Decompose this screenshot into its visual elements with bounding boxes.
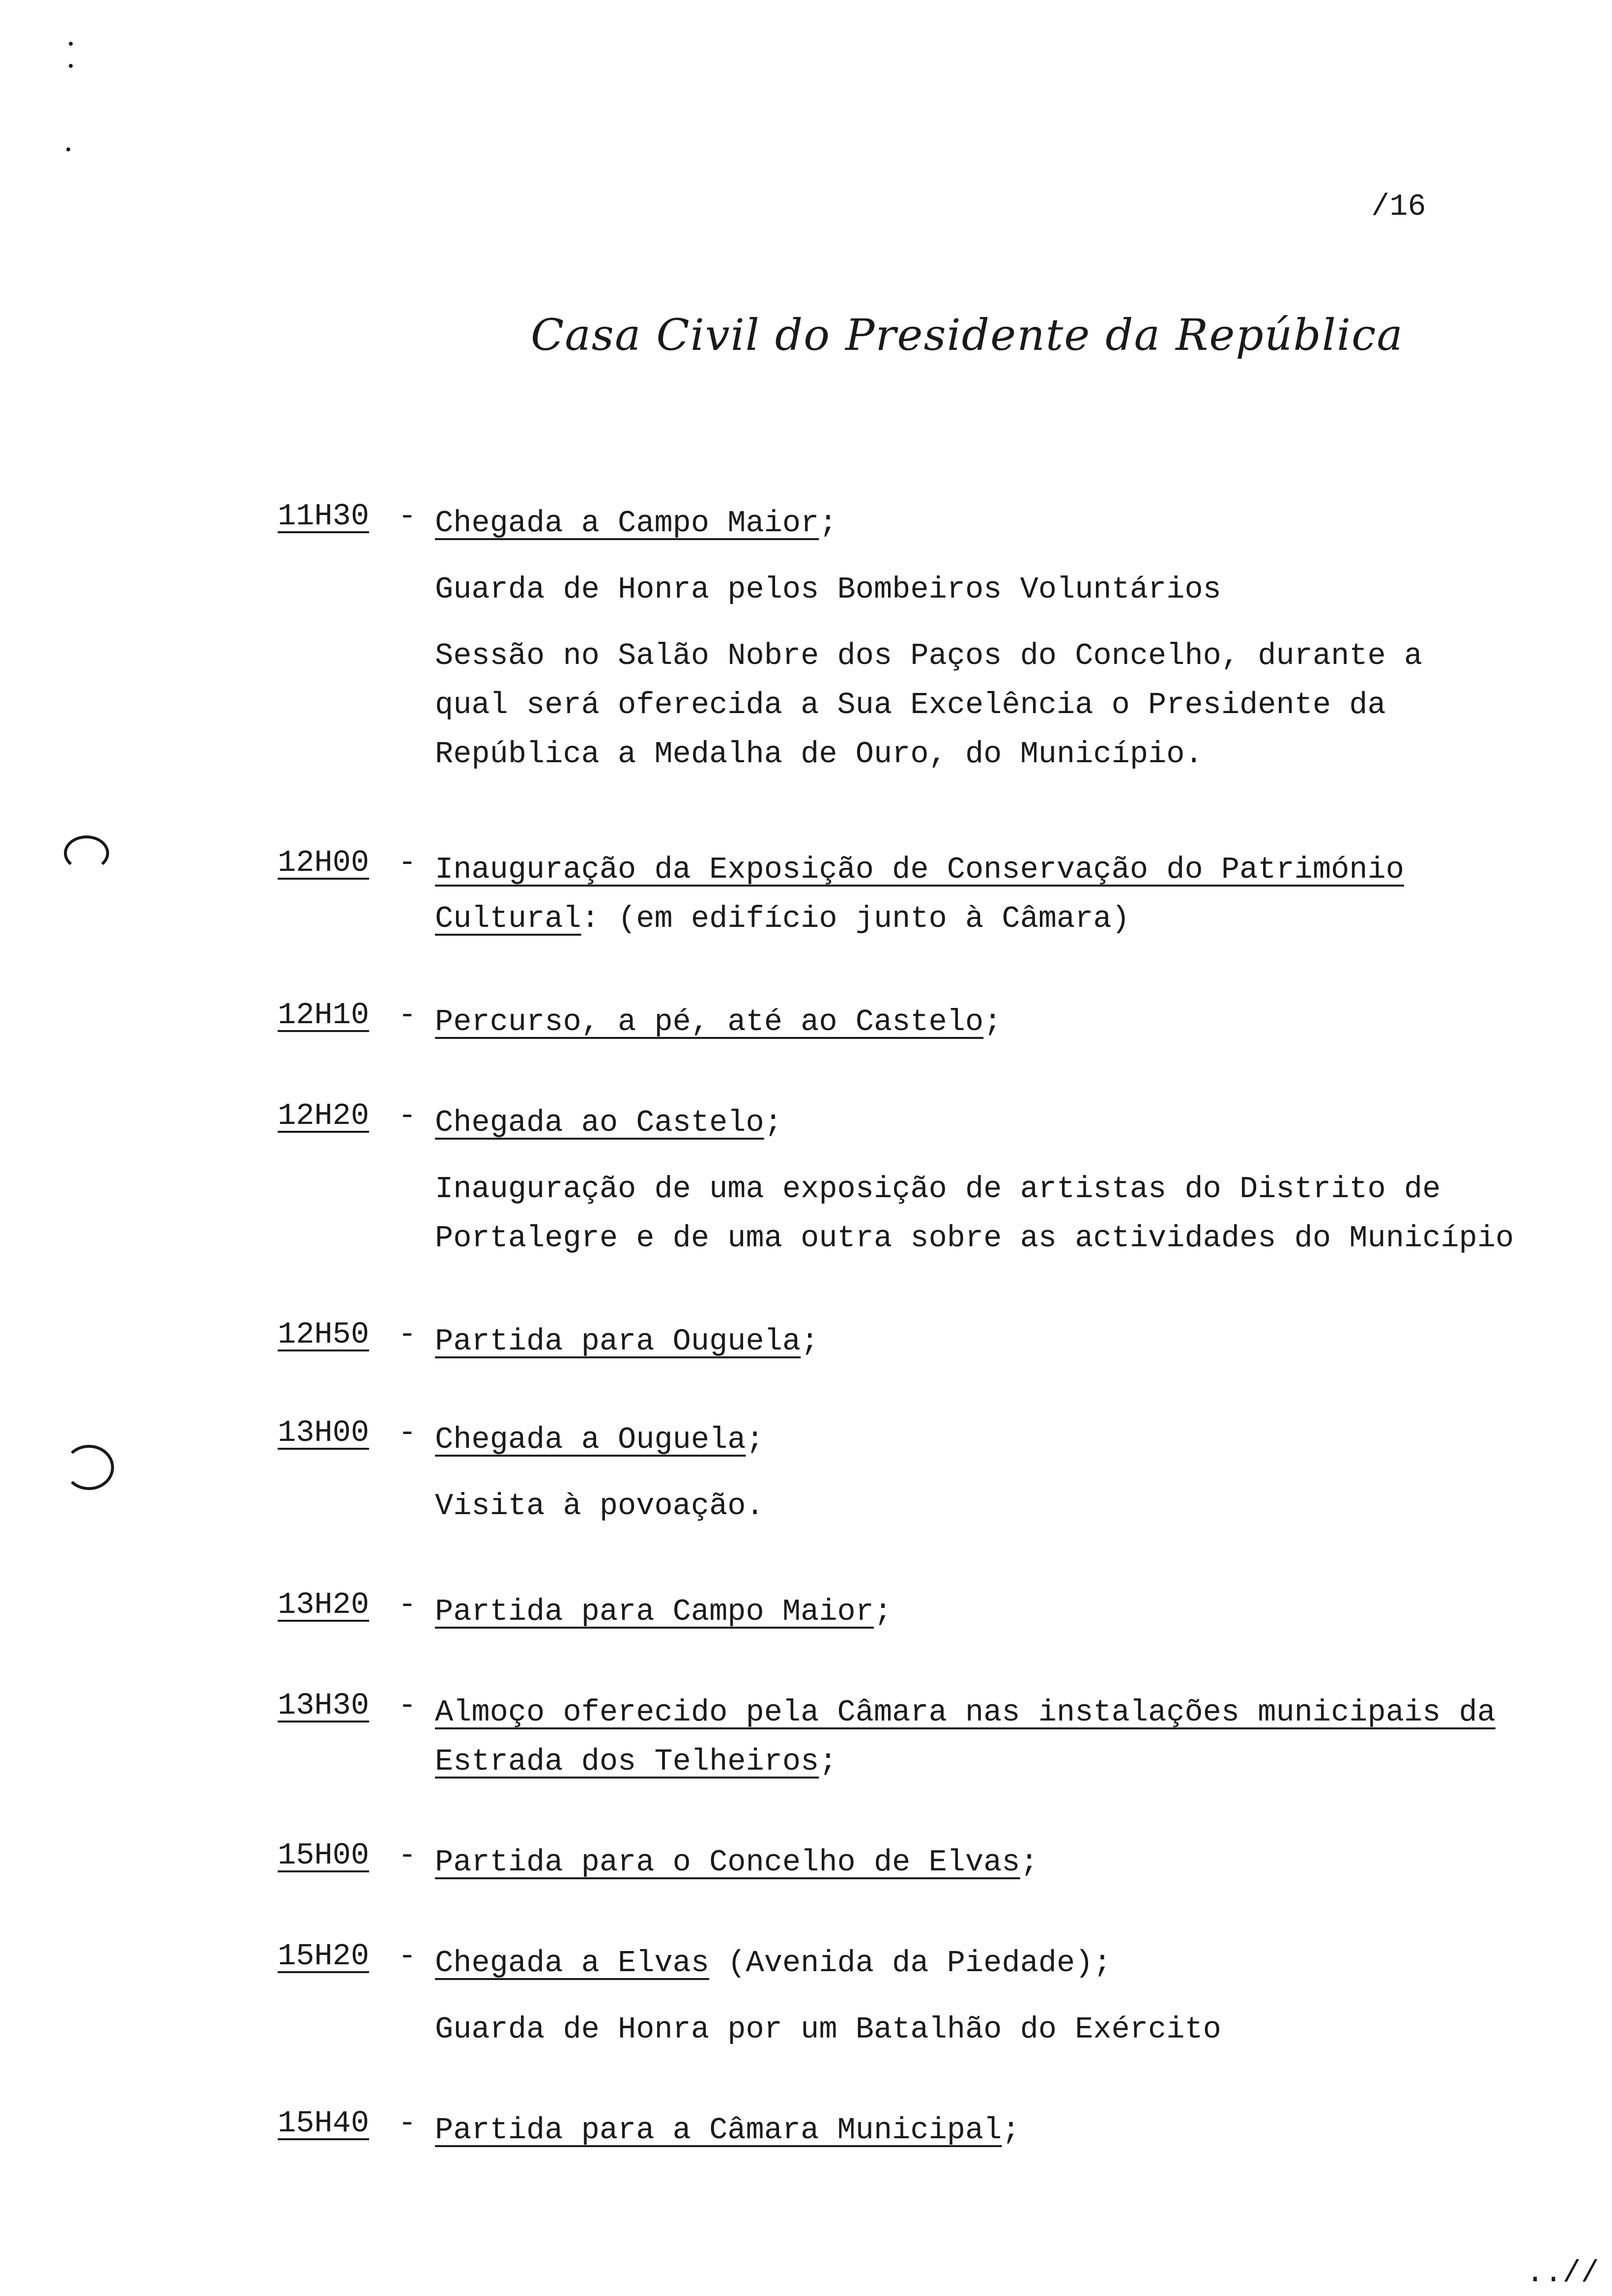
entry-title xyxy=(435,499,837,548)
entry-title-text: Almoço oferecido pela Câmara nas instalações municipais da xyxy=(435,1695,1496,1730)
entry-dash: - xyxy=(398,1688,417,1723)
entry-time: 15H00 xyxy=(278,1838,370,1873)
entry-time: 12H20 xyxy=(278,1098,370,1133)
entry-time: 13H20 xyxy=(278,1587,370,1622)
entry-title-suffix: ; xyxy=(764,1105,782,1140)
entry-description-line: Guarda de Honra por um Batalhão do Exército xyxy=(435,2012,1221,2047)
entry-title xyxy=(435,1415,764,1464)
entry-dash: - xyxy=(398,998,417,1033)
entry-description-line: Visita à povoação. xyxy=(435,1489,764,1523)
entry-title-text: Chegada ao Castelo xyxy=(435,1105,764,1140)
entry-title xyxy=(435,2106,1020,2155)
entry-title-text-continued: Estrada dos Telheiros xyxy=(435,1744,819,1779)
entry-dash: - xyxy=(398,2106,417,2141)
entry-title xyxy=(435,845,1404,944)
entry-title-suffix: ; xyxy=(801,1324,819,1359)
entry-dash: - xyxy=(398,1415,417,1450)
entry-time: 15H20 xyxy=(278,1939,370,1974)
entry-title-text: Chegada a Elvas xyxy=(435,1946,710,1980)
scan-dot xyxy=(66,147,70,151)
entry-title xyxy=(435,1838,1038,1887)
entry-description-line: Portalegre e de uma outra sobre as actividades do Município xyxy=(435,1221,1514,1256)
entry-time: 11H30 xyxy=(278,499,370,534)
entry-dash: - xyxy=(398,1317,417,1352)
entry-title xyxy=(435,1688,1496,1786)
entry-title-suffix: (Avenida da Piedade); xyxy=(709,1946,1112,1980)
entry-title xyxy=(435,1317,819,1366)
entry-description-line: Sessão no Salão Nobre dos Paços do Concelho, durante a xyxy=(435,638,1423,673)
entry-description-line: qual será oferecida a Sua Excelência o Presidente da xyxy=(435,688,1386,722)
entry-time: 12H50 xyxy=(278,1317,370,1352)
entry-title-suffix: ; xyxy=(873,1594,892,1629)
entry-title-suffix: ; xyxy=(1002,2113,1020,2148)
entry-time: 15H40 xyxy=(278,2106,370,2141)
entry-dash: - xyxy=(398,499,417,534)
entry-title xyxy=(435,1098,782,1148)
entry-title-suffix: : (em edifício junto à Câmara) xyxy=(581,901,1130,936)
entry-title-text: Partida para Ouguela xyxy=(435,1324,801,1359)
entry-title-text-continued: Cultural xyxy=(435,901,581,936)
entry-dash: - xyxy=(398,845,417,880)
entry-title xyxy=(435,1587,892,1636)
entry-title-text: Chegada a Campo Maior xyxy=(435,506,819,541)
entry-title-suffix: ; xyxy=(819,1744,837,1779)
entry-dash: - xyxy=(398,1098,417,1133)
entry-title-suffix: ; xyxy=(1020,1845,1038,1880)
entry-title-text: Inauguração da Exposição de Conservação do Património xyxy=(435,852,1404,887)
entry-title-text: Partida para a Câmara Municipal xyxy=(435,2113,1002,2148)
page-number: /16 xyxy=(1371,189,1426,224)
entry-description-line: Guarda de Honra pelos Bombeiros Voluntários xyxy=(435,572,1221,607)
entry-description-line: República a Medalha de Ouro, do Município. xyxy=(435,737,1203,772)
entry-time: 13H30 xyxy=(278,1688,370,1723)
letterhead: Casa Civil do Presidente da República xyxy=(531,310,1404,360)
entry-dash: - xyxy=(398,1939,417,1974)
binding-hole-mark xyxy=(64,835,109,871)
entry-title-text: Partida para Campo Maior xyxy=(435,1594,874,1629)
entry-time: 12H10 xyxy=(278,998,370,1033)
entry-description-line: Inauguração de uma exposição de artistas do Distrito de xyxy=(435,1172,1441,1206)
entry-title-text: Percurso, a pé, até ao Castelo xyxy=(435,1004,984,1039)
entry-title xyxy=(435,1939,1112,1988)
scan-dot xyxy=(69,64,73,68)
scan-dot xyxy=(69,42,73,46)
entry-title xyxy=(435,998,1002,1047)
entry-time: 12H00 xyxy=(278,845,370,880)
entry-title-suffix: ; xyxy=(746,1422,764,1457)
entry-time: 13H00 xyxy=(278,1415,370,1450)
entry-title-text: Partida para o Concelho de Elvas xyxy=(435,1845,1020,1880)
entry-title-text: Chegada a Ouguela xyxy=(435,1422,746,1457)
continuation-mark: ..// xyxy=(1526,2256,1599,2291)
entry-title-suffix: ; xyxy=(819,506,837,541)
entry-title-suffix: ; xyxy=(983,1004,1002,1039)
entry-dash: - xyxy=(398,1587,417,1622)
binding-hole-mark xyxy=(64,1445,114,1490)
entry-dash: - xyxy=(398,1838,417,1873)
